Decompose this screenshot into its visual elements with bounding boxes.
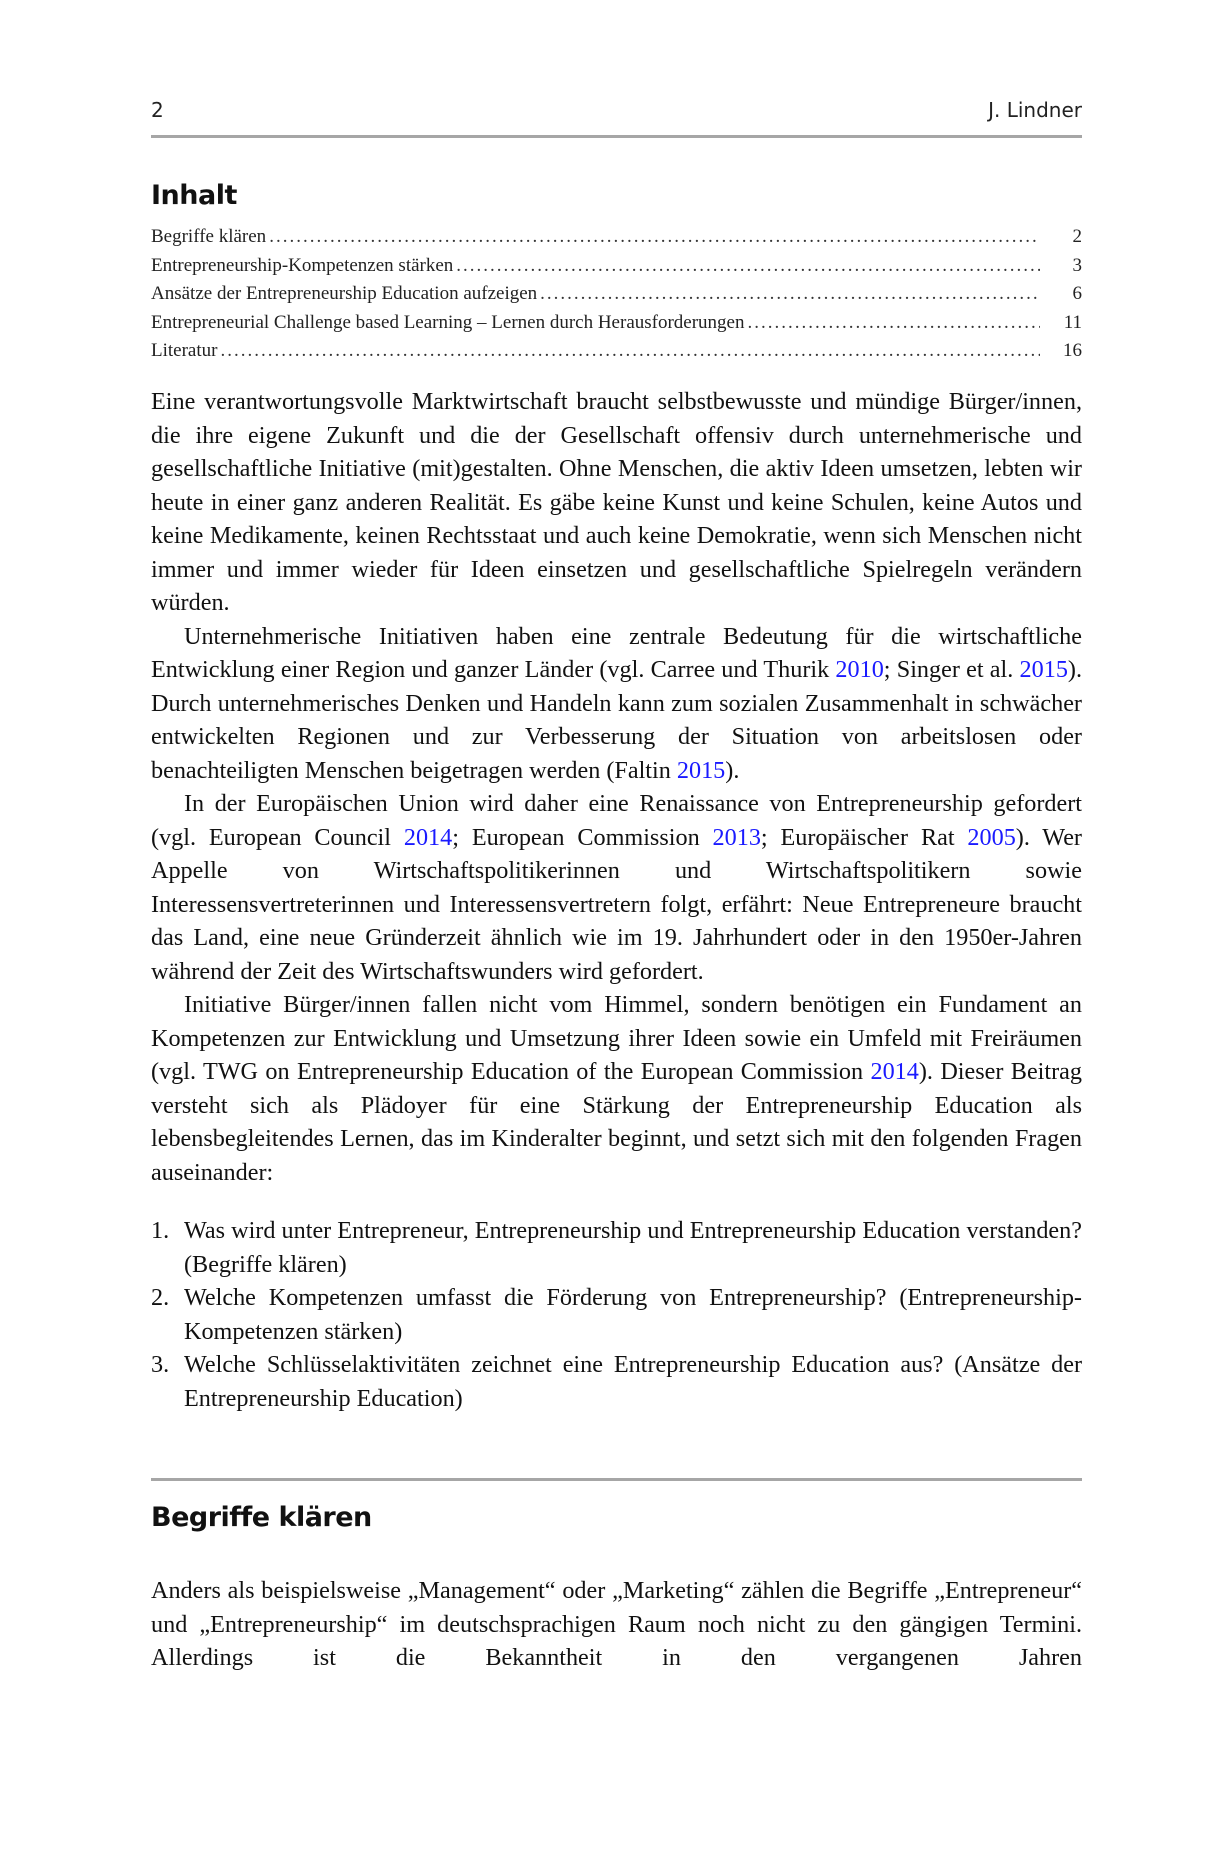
text-run: In der Europäischen Union wird daher eine Renaissance von Entrepreneurship gefordert (vgl. European Council [151, 790, 1082, 851]
text-run: ; Europäischer Rat [760, 823, 968, 851]
toc-entry-title[interactable]: Literatur [151, 340, 218, 361]
running-head-author: J. Lindner [988, 98, 1082, 122]
running-header [151, 98, 1082, 126]
citation-link[interactable]: 2010 [835, 656, 884, 683]
question-list-block [151, 1214, 1082, 1415]
toc-entry[interactable] [151, 255, 1082, 284]
toc-entry-page[interactable]: 6 [1072, 283, 1082, 304]
toc-entry-page[interactable]: 11 [1063, 311, 1082, 333]
page-number: 2 [151, 98, 164, 122]
text-run: ). [725, 756, 740, 784]
text-run: ). Durch unternehmerisches Denken und Handeln kann zum sozialen Zusammenhalt in schwächer entwickelten Regionen und zur Verbesserung der Situation von arbeitslosen oder benachteiligten Menschen beigetragen werden (Faltin [151, 656, 1083, 784]
toc-leader-dots [748, 312, 1041, 334]
toc-entry-title[interactable]: Begriffe klären [151, 226, 267, 247]
paragraph-3 [151, 787, 1082, 988]
text-run: Unternehmerische Initiativen haben eine zentrale Bedeutung für die wirtschaftliche Entwicklung einer Region und ganzer Länder (vgl. Carree und Thurik [151, 622, 1082, 683]
toc-leader-dots [220, 340, 1040, 362]
list-number: 1. [151, 1217, 170, 1244]
list-item-text: Welche Kompetenzen umfasst die Förderung von Entrepreneurship? (Entrepreneurship-Kompetenzen stärken) [184, 1284, 1082, 1345]
citation-link[interactable]: 2014 [870, 1058, 919, 1085]
toc-heading: Inhalt [151, 180, 237, 211]
toc-entry[interactable] [151, 283, 1082, 312]
toc-leader-dots [269, 226, 1040, 248]
section-paragraph-1: Anders als beispielsweise „Management“ oder „Marketing“ zählen die Begriffe „Entrepreneur“ und „Entrepreneurship“ im deutschsprachigen Raum noch nicht zu den gängigen Termini. Allerdings ist die Bekanntheit in den vergangenen Jahren [151, 1577, 1082, 1671]
table-of-contents [151, 226, 1082, 369]
text-run: ). Dieser Beitrag versteht sich als Plädoyer für eine Stärkung der Entrepreneurship Education als lebensbegleitendes Lernen, das im Kinderalter beginnt, und setzt sich mit den folgenden Fragen auseinander: [151, 1058, 1083, 1186]
header-rule [151, 135, 1082, 138]
toc-entry-page[interactable]: 2 [1072, 226, 1082, 247]
toc-entry-title[interactable]: Entrepreneurial Challenge based Learning – Lernen durch Herausforderungen [151, 311, 745, 333]
list-item [151, 1281, 1082, 1348]
toc-leader-dots [540, 283, 1040, 305]
toc-entry-title[interactable]: Ansätze der Entrepreneurship Education aufzeigen [151, 283, 538, 304]
list-item-text: Was wird unter Entrepreneur, Entrepreneurship und Entrepreneurship Education verstanden? (Begriffe klären) [184, 1217, 1082, 1278]
list-item [151, 1348, 1082, 1415]
list-number: 2. [151, 1284, 170, 1311]
citation-link[interactable]: 2013 [712, 823, 761, 851]
text-run: Initiative Bürger/innen fallen nicht vom Himmel, sondern benötigen ein Fundament an Kompetenzen zur Entwicklung und Umsetzung ihrer Ideen sowie ein Umfeld mit Freiräumen (vgl. TWG on Entrepreneurship Education of the European Commission [151, 991, 1082, 1085]
paragraph-2 [151, 620, 1082, 788]
toc-entry-page[interactable]: 16 [1063, 340, 1082, 361]
toc-leader-dots [456, 255, 1040, 277]
text-run: ; Singer et al. [883, 656, 1020, 683]
citation-link[interactable]: 2014 [403, 823, 453, 851]
list-item [151, 1214, 1082, 1281]
list-number: 3. [151, 1351, 170, 1378]
section-rule [151, 1478, 1082, 1481]
citation-link[interactable]: 2015 [1019, 656, 1068, 683]
section-heading: Begriffe klären [151, 1502, 372, 1533]
question-list [151, 1214, 1082, 1415]
toc-entry-title[interactable]: Entrepreneurship-Kompetenzen stärken [151, 254, 454, 276]
intro-body [151, 385, 1082, 1189]
toc-entry-page[interactable]: 3 [1072, 254, 1082, 276]
list-item-text: Welche Schlüsselaktivitäten zeichnet eine Entrepreneurship Education aus? (Ansätze der Entrepreneurship Education) [184, 1351, 1082, 1412]
paragraph-4 [151, 988, 1082, 1189]
toc-entry[interactable] [151, 312, 1082, 341]
section-body [151, 1574, 1082, 1675]
citation-link[interactable]: 2015 [676, 756, 726, 784]
text-run: ). Wer Appelle von Wirtschaftspolitikerinnen und Wirtschaftspolitikern sowie Interessensvertreterinnen und Interessensvertretern folgt, erfährt: Neue Entrepreneure braucht das Land, eine neue Gründerzeit ähnlich wie im 19. Jahrhundert oder in den 1950er-Jahren während der Zeit des Wirtschaftswunders wird gefordert. [151, 823, 1082, 985]
text-run: ; European Commission [452, 823, 713, 851]
paragraph-1: Eine verantwortungsvolle Marktwirtschaft braucht selbstbewusste und mündige Bürger/innen, die ihre eigene Zukunft und die der Gesellschaft offensiv durch unternehmerische und gesellschaftliche Initiative (mit)gestalten. Ohne Menschen, die aktiv Ideen umsetzen, lebten wir heute in einer ganz anderen Realität. Es gäbe keine Kunst und keine Schulen, keine Autos und keine Medikamente, keinen Rechtsstaat und auch keine Demokratie, wenn sich Menschen nicht immer und immer wieder für Ideen einsetzen und gesellschaftliche Spielregeln verändern würden. [151, 388, 1082, 616]
citation-link[interactable]: 2005 [967, 823, 1016, 851]
toc-entry[interactable] [151, 226, 1082, 255]
toc-entry[interactable] [151, 340, 1082, 369]
